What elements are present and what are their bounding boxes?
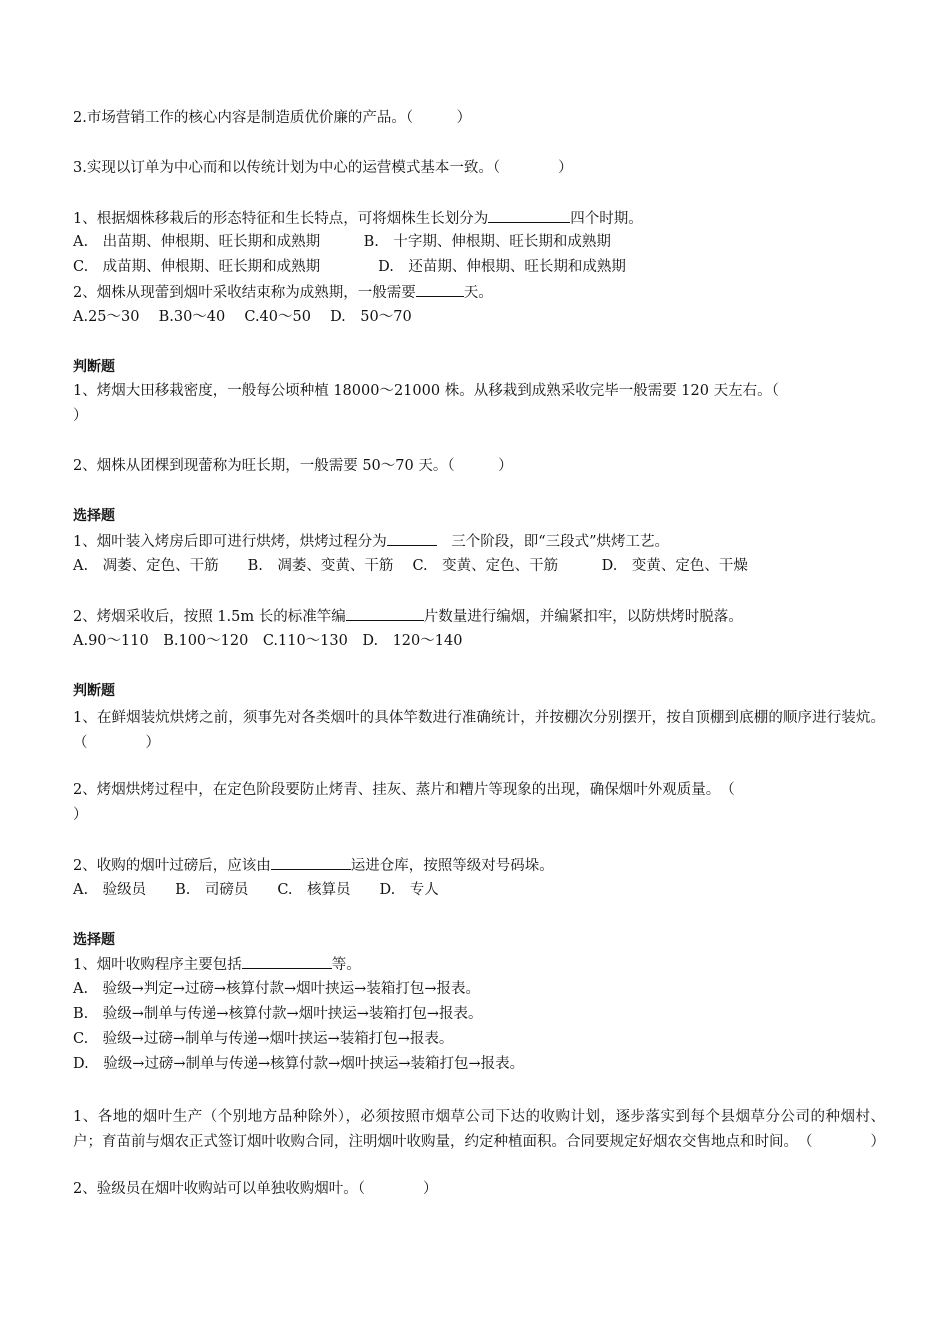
section-heading: 判断题 [73, 359, 115, 375]
answer-blank [387, 532, 437, 546]
option-line: A. 验级员 B. 司磅员 C. 核算员 D. 专人 [73, 882, 439, 898]
section-heading: 判断题 [73, 683, 115, 699]
option-line: D. 验级→过磅→制单与传递→核算付款→烟叶挟运→装箱打包→报表。 [73, 1056, 525, 1072]
question-text: 1、在鲜烟装炕烘烤之前，须事先对各类烟叶的具体竿数进行准确统计，并按棚次分别摆开，按自顶棚到底棚的顺序进行装炕。（ ） [73, 710, 885, 751]
answer-blank [242, 955, 332, 969]
option-line: A. 验级→判定→过磅→核算付款→烟叶挟运→装箱打包→报表。 [73, 981, 480, 997]
option-line: A.25～30 B.30～40 C.40～50 D. 50～70 [73, 309, 412, 325]
question-text: 1、烤烟大田移栽密度，一般每公顷种植 18000～21000 株。从移栽到成熟采收完毕一般需要 120 天左右。（ [73, 383, 779, 399]
option-line: B. 验级→制单与传递→核算付款→烟叶挟运→装箱打包→报表。 [73, 1006, 483, 1022]
option-line: A. 出苗期、伸根期、旺长期和成熟期 B. 十字期、伸根期、旺长期和成熟期 [73, 234, 611, 250]
question-text: 2、收购的烟叶过磅后，应该由 运进仓库，按照等级对号码垛。 [73, 858, 554, 874]
question-text: 1、烟叶收购程序主要包括 等。 [73, 957, 361, 973]
question-text: 1、各地的烟叶生产（个别地方品种除外），必须按照市烟草公司下达的收购计划，逐步落实到每个县烟草分公司的种烟村、户；育苗前与烟农正式签订烟叶收购合同，注明烟叶收购量，约定种植面积。合同要规定好烟农交售地点和时间。 （ ） [73, 1109, 885, 1150]
option-line: C. 成苗期、伸根期、旺长期和成熟期 D. 还苗期、伸根期、旺长期和成熟期 [73, 259, 626, 275]
question-text: ） [73, 807, 88, 823]
answer-blank [346, 607, 424, 621]
question-text: 2、烟株从现蕾到烟叶采收结束称为成熟期，一般需要 天。 [73, 285, 493, 301]
question-text: 2、烟株从团棵到现蕾称为旺长期，一般需要 50～70 天。（ ） [73, 458, 513, 474]
question-text: 1、烟叶装入烤房后即可进行烘烤，烘烤过程分为 三个阶段，即“三段式”烘烤工艺。 [73, 534, 670, 550]
answer-blank [271, 856, 351, 870]
option-line: C. 验级→过磅→制单与传递→烟叶挟运→装箱打包→报表。 [73, 1031, 454, 1047]
option-line: A. 凋萎、定色、干筋 B. 凋萎、变黄、干筋 C. 变黄、定色、干筋 D. 变黄、定色、干燥 [73, 558, 748, 574]
question-text: 2、烤烟烘烤过程中，在定色阶段要防止烤青、挂灰、蒸片和糟片等现象的出现，确保烟叶外观质量。 （ [73, 782, 735, 798]
question-text: 2、验级员在烟叶收购站可以单独收购烟叶。（ ） [73, 1181, 438, 1197]
answer-blank [488, 209, 570, 223]
option-line: A.90～110 B.100～120 C.110～130 D. 120～140 [73, 633, 463, 649]
question-text: 3.实现以订单为中心而和以传统计划为中心的运营模式基本一致。（ ） [73, 160, 573, 176]
section-heading: 选择题 [73, 508, 115, 524]
question-text: ） [73, 408, 88, 424]
question-text: 2、烤烟采收后，按照 1.5m 长的标准竿编 片数量进行编烟，并编紧扣牢，以防烘烤时脱落。 [73, 609, 743, 625]
question-text: 2.市场营销工作的核心内容是制造质优价廉的产品。（ ） [73, 110, 472, 126]
section-heading: 选择题 [73, 932, 115, 948]
question-text: 1、根据烟株移栽后的形态特征和生长特点，可将烟株生长划分为 四个时期。 [73, 211, 643, 227]
answer-blank [416, 283, 464, 297]
